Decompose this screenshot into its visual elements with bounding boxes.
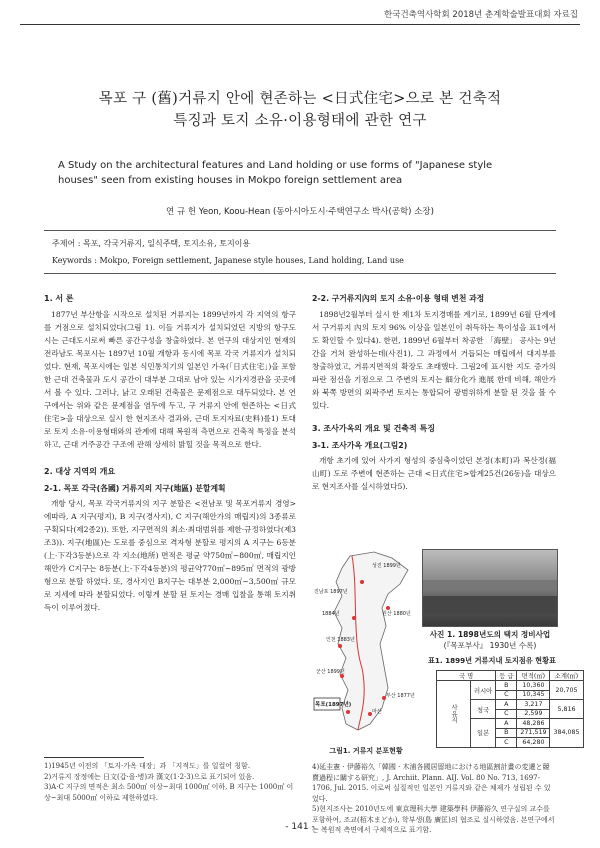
section-1-heading: 1. 서 론 — [44, 294, 74, 303]
table-cell-country: 청국 — [471, 700, 496, 719]
title-english — [58, 158, 558, 188]
figure-1-map — [312, 548, 420, 758]
footnote-2: 2)거류지 장정에는 日文(갑·을·병)과 漢文(1·2·3)으로 표기되어 있음. — [44, 772, 255, 781]
table-cell: C — [496, 738, 517, 748]
keywords-korean: 주제어 : 목포, 각국거류지, 일식주택, 토지소유, 토지이용 — [52, 239, 251, 248]
table-header: 국 명 — [437, 671, 496, 681]
table-cell-subtotal: 384,085 — [550, 719, 583, 748]
map-label-jinnampo: 진남포 1897년 — [314, 589, 348, 595]
table-cell-subtotal: 5,816 — [550, 700, 583, 719]
title-korean — [0, 88, 600, 132]
keywords-english: Keywords : Mokpo, Foreign settlement, Japanese style houses, Land holding, Land use — [52, 256, 404, 265]
table-1-caption: 표1. 1899년 거류지내 토지점유 현황표 — [427, 656, 556, 665]
photo-1-caption — [420, 629, 560, 651]
map-label-mokpo: 목포(1897년) — [315, 702, 352, 708]
photo-1-caption-line2: (『목포부사』 1930년 수록) — [443, 641, 537, 650]
table-cell: 48,286 — [517, 719, 550, 729]
table-header: 소계(㎡) — [550, 671, 583, 681]
keywords-box — [44, 230, 556, 274]
table-cell: B — [496, 681, 517, 691]
section-2-2-heading: 2-2. 구거류지內의 토지 소유·이용 형태 변천 과정 — [312, 294, 485, 303]
table-cell: B — [496, 728, 517, 738]
table-header-row — [437, 671, 584, 681]
table-cell-country: 러시아 — [471, 681, 496, 700]
title-english-line1: A Study on the architectural features and Land holding or use forms of "Japanese style — [58, 160, 493, 171]
photo-1-caption-line1: 사진 1. 1898년도의 택지 정비사업 — [429, 630, 551, 639]
section-2-1-heading: 2-1. 목포 각국(各國) 거류지의 지구(地區) 분할계획 — [44, 484, 226, 493]
table-cell: 10,360 — [517, 681, 550, 691]
running-header: 한국건축역사학회 2018년 춘계학술발표대회 자료집 — [384, 10, 578, 20]
photo-1-horizon — [423, 580, 557, 590]
map-label-seongjin: 성진 1899년 — [372, 563, 401, 569]
table-cell: 64,280 — [517, 738, 550, 748]
title-korean-line1: 목포 구 (舊)거류지 안에 현존하는 <日式住宅>으로 본 건축적 — [98, 91, 502, 107]
footnote-4: 4)延圭憲 · 伊藤裕久「韓國 · 木浦各國居留地における地區割計畫の変遷と競賣過程に關する研究」, J. Archiit. Plann. AIJ. Vol. 80 No. 713, 1697-1706, Jul. 2015. 이로써 실질적인 일본인 거류지와 같은 체제가 성립된 수 있었다. — [312, 763, 551, 803]
table-cell: A — [496, 700, 517, 710]
table-cell-subtotal: 20,705 — [550, 681, 583, 700]
table-cell: 10,345 — [517, 690, 550, 700]
table-cell-country: 일본 — [471, 719, 496, 748]
map-label-1884: 1884년 — [322, 611, 340, 617]
header-rule — [20, 24, 580, 25]
table-cell: 3,217 — [517, 700, 550, 710]
figure-1-caption: 그림1. 거류지 분포현황 — [329, 747, 403, 755]
right-column — [312, 292, 556, 493]
map-label-incheon: 인천 1883년 — [326, 637, 355, 643]
korea-map-graphic — [312, 548, 420, 748]
table-cell: A — [496, 719, 517, 729]
table-cell: C — [496, 709, 517, 719]
section-3-1-paragraph: 개항 초기에 있어 사가지 형성의 중심축이었던 본정(本町)과 복산정(福山町) 도로 주변에 현존하는 근대 <日式住宅>합계25건(26동)을 대상으로 현지조사를 실시하였다5). — [312, 456, 556, 491]
land-table — [436, 670, 584, 748]
map-label-masan: 마산 — [372, 709, 382, 715]
table-cell-group: 사유지 — [437, 681, 471, 748]
table-header: 등 급 — [496, 671, 517, 681]
photo-1-shore — [423, 596, 557, 614]
footnote-3: 3)A·C 지구의 면적은 최소 500㎡ 이상~최대 1000㎡ 이하, B 지구는 1000㎡ 이상~최대 5000㎡ 이하로 제한하였다. — [44, 783, 294, 802]
footnote-1: 1)1945년 이전의 「토지·가옥 대장」과 「지적도」를 일컬어 칭함. — [44, 762, 251, 770]
section-3-1-heading: 3-1. 조사가옥 개요(그림2) — [312, 441, 408, 450]
section-2-1-paragraph: 개항 당시, 목포 각국거류지의 지구 분할은 <전남포 및 목포거류지 경영> 에따라, A 지구(평지), B 지구(경사지), C 지구(해안가의 매립지)의 3종류로 구획되다(제2종2)). 또한, 지구면적의 최소·최대범위를 제한·규정하였다(제3조3)). 지구(地區)는 도로를 중심으로 격자형 분할로 평지의 A 지구는 6등분(上·下각3등분)으로 각 지소(地所) 면적은 평균 약750㎡~800㎡, 매립지인 해안가 C지구는 8등분(上·下각4등분)의 평균약770㎡~895㎡ 면적의 광방형으로 분할 하였다. 또, 경사지인 B지구는 대부분 2,000㎡~3,500㎡ 규모로 지세에 따라 분할되었다. 이렇게 분할 된 토지는 경매 입찰을 통해 토지취득이 이루어졌다. — [44, 499, 296, 612]
photo-1 — [422, 549, 558, 627]
section-2-2-paragraph: 1898년2월부터 실시 한 제1차 토지경매를 계기로, 1899년 6월 단계에서 구거류지 內의 토지 96% 이상을 일본인이 취득하는 특이성을 표1에서도 확인할 수 있다4). 한편, 1899년 6월부터 착공한 「海壁」 공사는 9년간을 거쳐 완성하는데(사진1), 그 과정에서 거듭되는 매립에서 대지부를 창출하였고, 거류지면적의 확장도 초래했다. 그림2에 표시한 지도 증가의 파란 점선을 기점으로 그 주변의 토지는 細分化가 進展 한데 비해, 해안가와 북쪽 방면의 외곽주변 토지는 통합되어 광범위하게 분할 된 것을 볼 수 있다. — [312, 310, 556, 410]
title-english-line2: houses" seen from existing houses in Mokpo foreign settlement area — [58, 175, 403, 186]
table-cell: 2,599 — [517, 709, 550, 719]
footnote-rule — [44, 757, 144, 758]
footnote-5: 5)현지조사는 2010년도에 東京理科大學 建築學科 伊藤裕久 연구실의 교수를 포함하여, 조교(栢木まどか), 학부생(島 廣匡)의 협조로 실시하였음. 본연구에서는 복원적 측면에서 구체적으로 표기함. — [312, 805, 555, 834]
table-header: 면적(㎡) — [517, 671, 550, 681]
map-label-wonsan: 원산 1880년 — [382, 611, 411, 617]
section-2-heading: 2. 대상 지역의 개요 — [44, 467, 116, 476]
page-number: - 141 - — [285, 822, 315, 832]
table-cell: 271,519 — [517, 728, 550, 738]
footnotes-left — [44, 761, 296, 803]
table-1 — [436, 670, 584, 748]
table-row — [437, 681, 584, 691]
section-1-paragraph: 1877년 부산항을 시작으로 설치된 거류지는 1899년까지 각 지역의 항구를 거점으로 설치되었다(그림 1). 이들 거류지가 설치되었던 지방의 항구도시는 근대도시로써 빠른 공간구성을 창출하였다. 본 연구의 대상지인 현재의 전라남도 목포시는 1897년 10월 개항과 동시에 목포 각국 거류지가 설치되었다. 현재, 목포시에는 일본 식민통치기의 일본인 가옥(「日式住宅」)을 포함한 근대 건축물과 도시 공간이 대부분 그대로 남아 있는 시가지경관을 곳곳에서 볼 수 있다. 그러나, 낡고 오래된 건축물은 문제점으로 대두되었다. 본 연구에서는 위와 같은 문제점을 염두에 두고, 구 거류지 안에 현존하는 <日式住宅>을 대상으로 실시 한 현지조사 결과와, 근대 토지자료(史料)를1) 토대로 토지 소유·이용형태와의 관계에 대해 복원적 측면으로 건축적 특징을 분석하고, 근대 거주공간 구조에 관해 상세히 밝힐 것을 목적으로 한다. — [44, 310, 296, 449]
title-korean-line2: 특징과 토지 소유·이용형태에 관한 연구 — [173, 113, 427, 129]
map-label-gunsan: 군산 1899년 — [316, 669, 345, 675]
section-3-heading: 3. 조사가옥의 개요 및 건축적 특징 — [312, 424, 435, 433]
map-label-busan: 부산 1877년 — [386, 693, 415, 699]
author-line: 연 규 헌 Yeon, Koou-Hean (동아시아도시·주택연구소 박사(공학) 소장) — [166, 207, 434, 217]
table-cell: C — [496, 690, 517, 700]
left-column — [44, 292, 296, 614]
